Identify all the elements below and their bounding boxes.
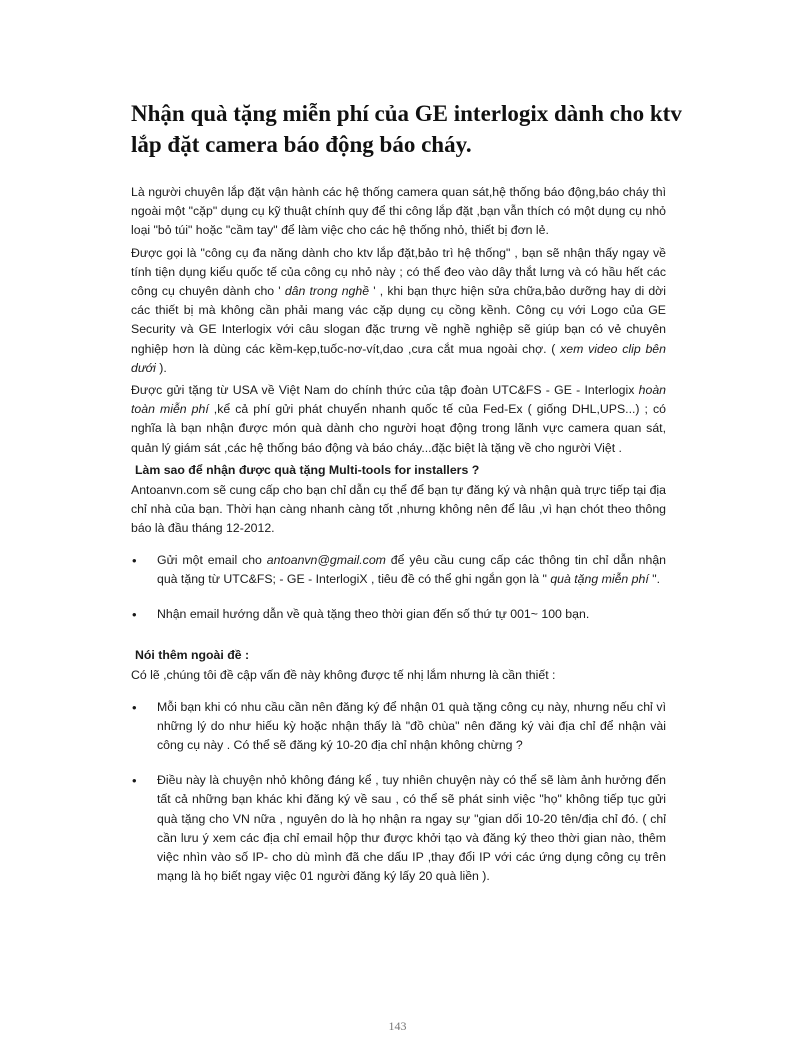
- list-item: • Điều này là chuyện nhỏ không đáng kể , tuy nhiên chuyện này có thể sẽ làm ảnh hưởng đến tất cả những bạn khác khi đăng ký về sau , có thể sẽ phát sinh việc "họ" không tiếp tục gửi quà tặng cho VN nữa , nguyên do là họ nhận ra ngay sự "gian dối 10-20 tên/địa chỉ đó. ( chỉ cần lưu ý xem các địa chỉ email hộp thư được khởi tạo và đăng ký theo thời gian nào, thêm việc nhìn vào số IP- cho dù mình đã che dấu IP ,thay đổi IP với các ứng dụng công cụ trên mạng là họ biết ngay việc 01 người đăng ký lấy 20 quà liền ).: [131, 771, 666, 886]
- text-run: Được gọi là "công cụ đa năng dành cho ktv lắp đặt,bảo trì hệ thống" , bạn sẽ nhận thấy ngay về tính tiện dụng kiểu quốc tế của công cụ nhỏ này ; có thể đeo vào dây thắt lưng và có hầu hết các công cụ chuyên dành cho ': [131, 245, 666, 299]
- emphasis-text: quà tặng miễn phí: [550, 571, 649, 586]
- page-number: 143: [388, 1019, 407, 1033]
- text-run: Gửi một email cho: [157, 552, 267, 567]
- emphasis-text: dân trong nghề: [284, 284, 370, 299]
- list-item: • Nhận email hướng dẫn về quà tặng theo thời gian đến số thứ tự 001~ 100 bạn.: [131, 605, 666, 624]
- text-run: Được gửi tặng từ USA về Việt Nam do chính thức của tập đoàn UTC&FS - GE - Interlogix: [131, 383, 639, 398]
- how-to-heading: Làm sao để nhận được quà tặng Multi-tools for installers ?: [135, 462, 480, 477]
- steps-list: [131, 551, 666, 625]
- text-run: ).: [155, 360, 167, 375]
- tool-description-paragraph: [131, 244, 666, 378]
- text-run: để yêu cầu cung cấp các thông tin chỉ dẫn nhận quà tặng từ UTC&FS; - GE - InterlogiX , tiêu đề có thể ghi ngắn gọn là ": [157, 552, 666, 586]
- article-body: [131, 183, 666, 903]
- email-link[interactable]: antoanvn@gmail.com: [266, 552, 386, 567]
- emphasis-text: hoàn toàn miễn phí: [131, 383, 666, 417]
- text-run: ' , khi bạn thực hiện sửa chữa,bảo dưỡng hay di dời các thiết bị mà không cần phải mang vác cặp dụng cụ cồng kềnh. Công cụ với Logo của GE Security và GE Interlogix với câu slogan đặc trưng về nghề nghiệp sẽ giúp bạn có vẻ chuyên nghiệp hơn là dùng các kềm-kẹp,tuốc-nơ-vít,dao ,cưa cắt mua ngoài chợ. (: [131, 284, 666, 356]
- list-item: [131, 551, 666, 589]
- text-run: ,kể cả phí gửi phát chuyển nhanh quốc tế của Fed-Ex ( giống DHL,UPS...) ; có nghĩa là bạn nhận được món quà dành cho người hoạt động trong lãnh vực camera quan sát, quản lý giám sát ,các hệ thống báo động và báo cháy...đặc biệt là tặng về cho người Việt .: [131, 402, 666, 455]
- instructions-paragraph: Antoanvn.com sẽ cung cấp cho bạn chỉ dẫn cụ thể để bạn tự đăng ký và nhận quà trực tiếp tại địa chỉ nhà của bạn. Thời hạn càng nhanh càng tốt ,nhưng không nên để lâu ,vì hạn chót theo thông báo là đầu tháng 12-2012.: [131, 483, 666, 536]
- text-run: ".: [648, 571, 660, 586]
- aside-paragraph: Có lẽ ,chúng tôi đề cập vấn đề này không được tế nhị lắm nhưng là cần thiết :: [131, 668, 556, 683]
- list-item: • Mỗi bạn khi có nhu cầu cần nên đăng ký để nhận 01 quà tặng công cụ này, nhưng nếu chỉ vì những lý do như hiếu kỳ hoặc nhận thấy là "đồ chùa" nên đăng ký vài địa chỉ để nhận vài công cụ này . Có thể sẽ đăng ký 10-20 địa chỉ nhận không chừng ?: [131, 698, 666, 756]
- intro-paragraph: Là người chuyên lắp đặt vận hành các hệ thống camera quan sát,hệ thống báo động,báo cháy thì ngoài một "cặp" dụng cụ kỹ thuật chính quy để thi công lắp đặt ,bạn vẫn thích có một dụng cụ nhỏ loại "bỏ túi" hoặc "cầm tay" để làm việc cho các hệ thống nhỏ, thiết bị đơn lẻ.: [131, 185, 666, 238]
- aside-heading: Nói thêm ngoài đề :: [135, 648, 250, 663]
- video-note: xem video clip bên dưới: [131, 341, 666, 375]
- page-title: Nhận quà tặng miễn phí của GE interlogix dành cho ktv lắp đặt camera báo động báo cháy.: [131, 101, 682, 157]
- notes-list: [131, 698, 666, 887]
- shipping-paragraph: [131, 381, 666, 458]
